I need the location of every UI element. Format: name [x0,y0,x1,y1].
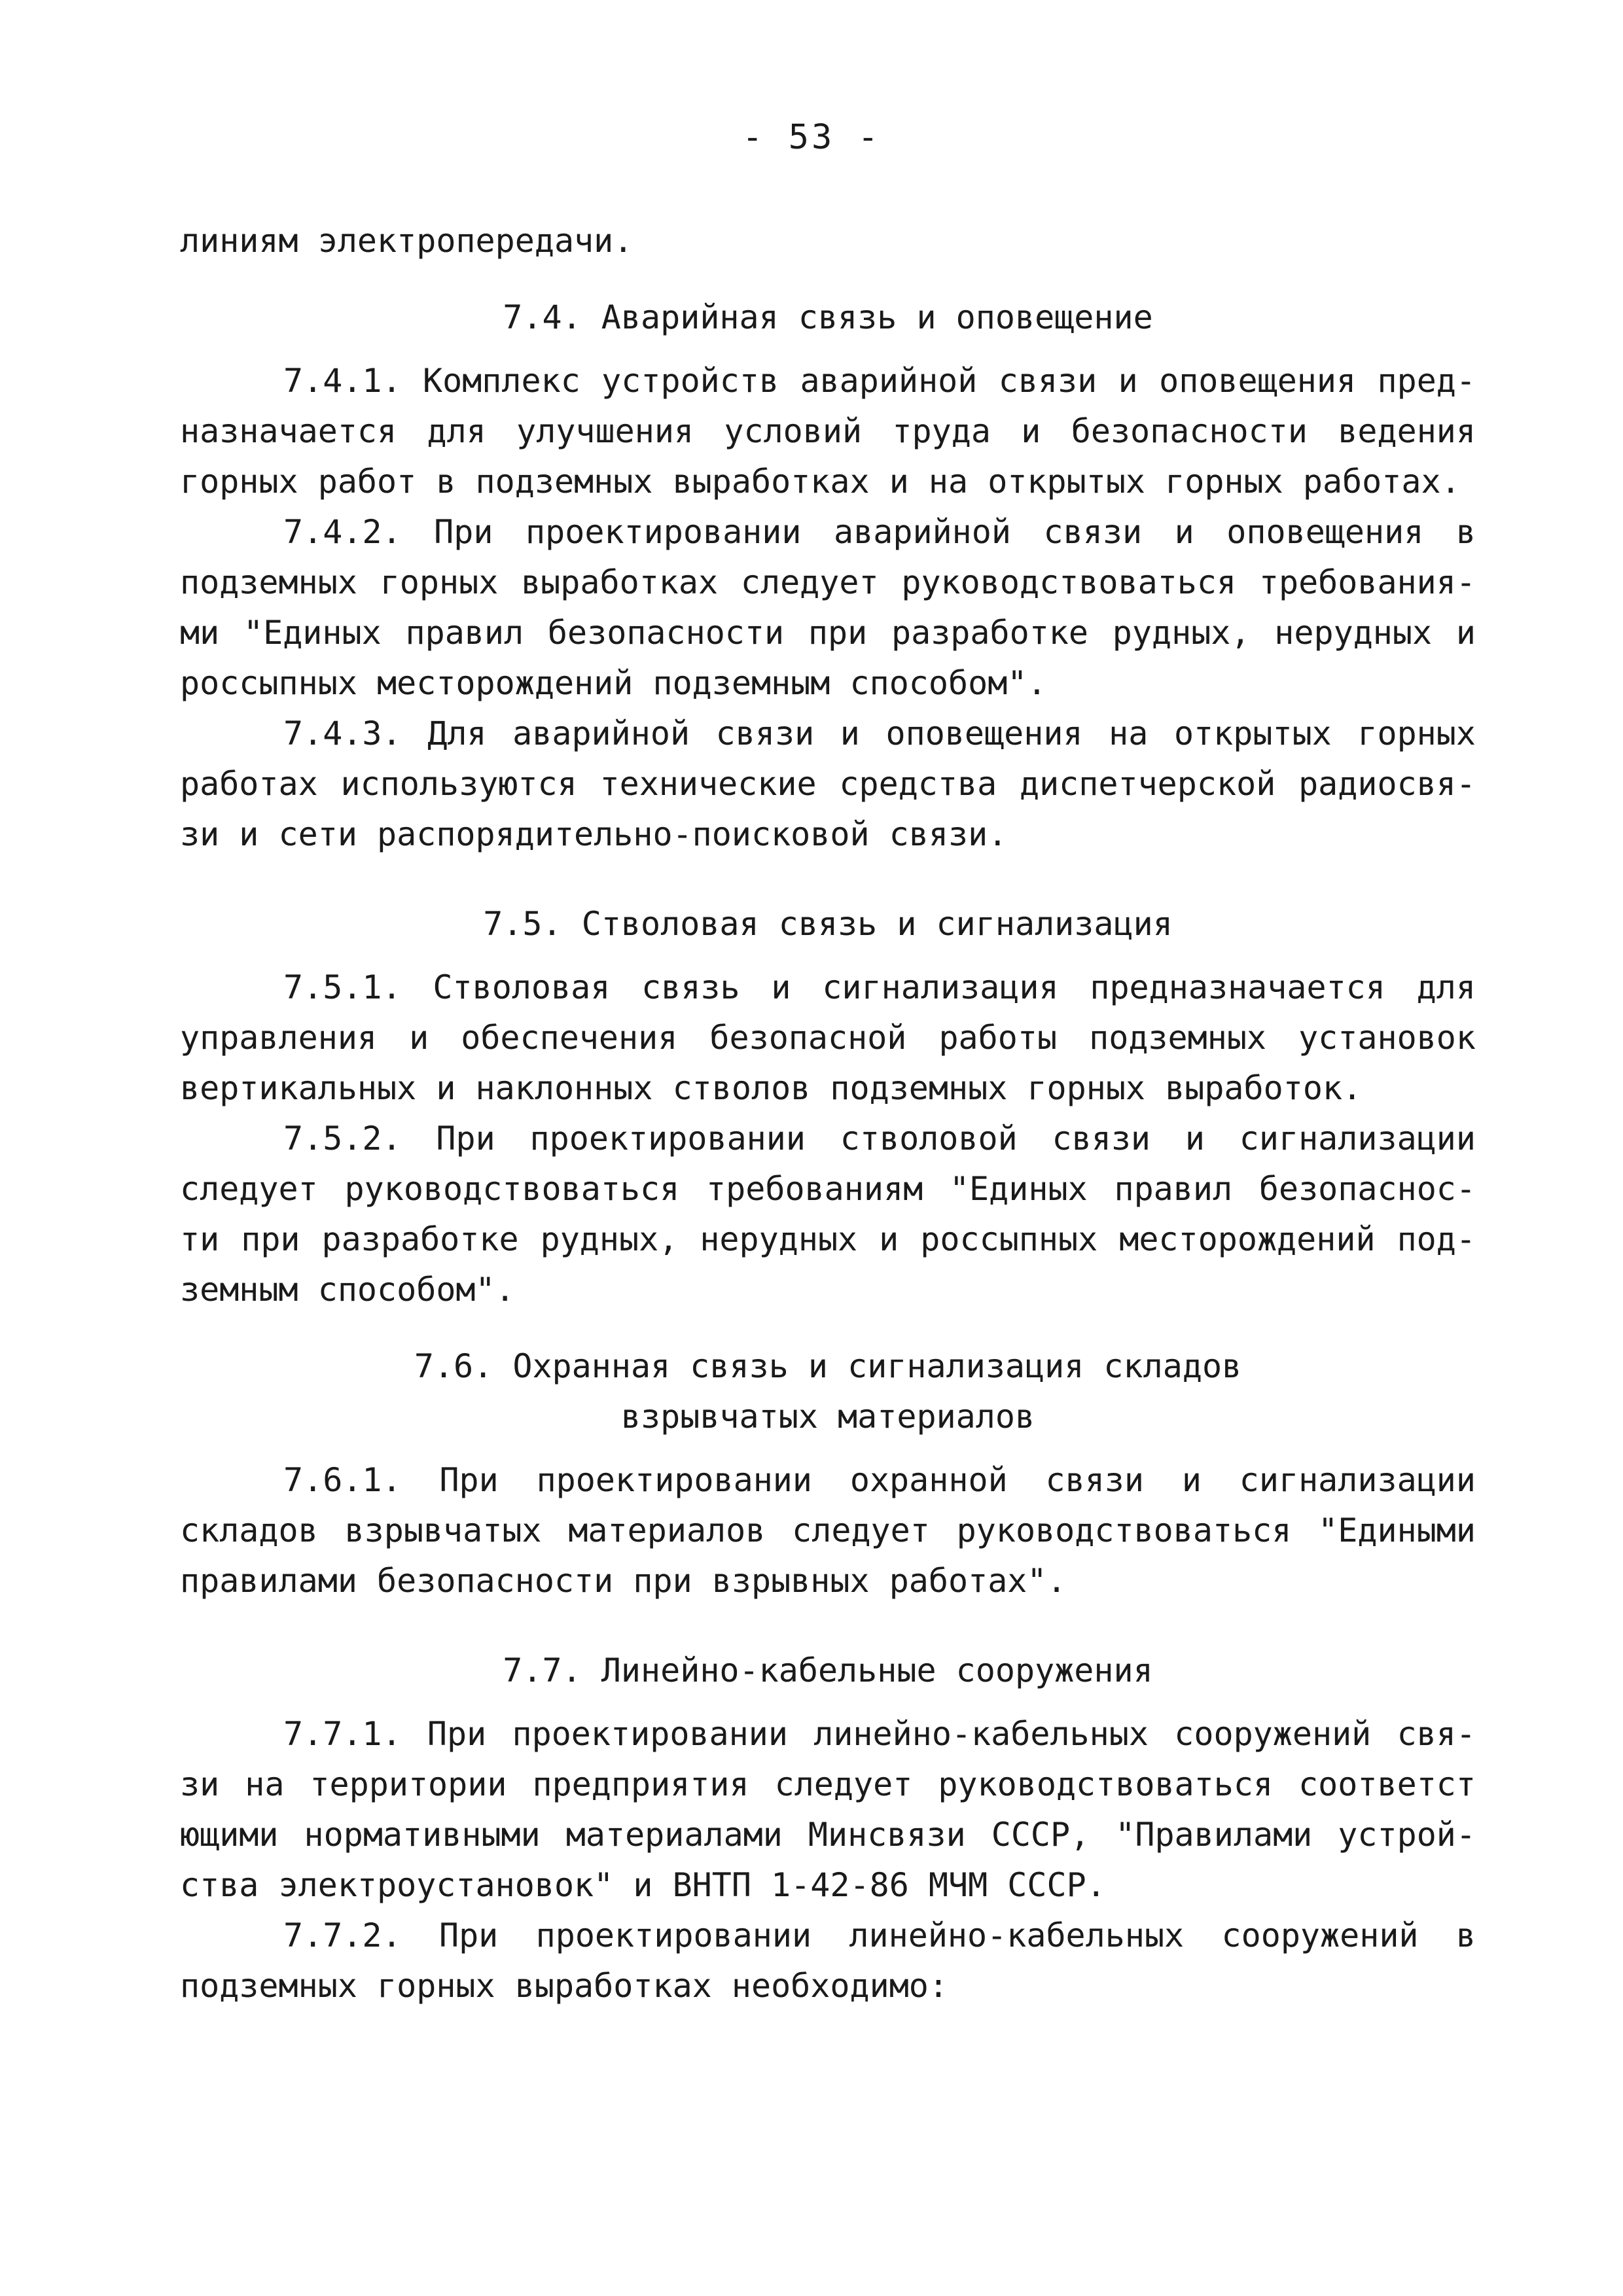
section-heading-7-5: 7.5. Стволовая связь и сигнализация [483,905,1173,943]
text-line: ти при разработке рудных, нерудных и россыпных месторождений под- [180,1220,1476,1258]
text-line: складов взрывчатых материалов следует руководствоваться "Едиными [180,1511,1476,1549]
text-line: подземных горных выработках необходимо: [180,1967,948,2005]
document-body [180,216,1476,2011]
text-line: ющими нормативными материалами Минсвязи СССР, "Правилами устрой- [180,1816,1476,1854]
section-heading-7-6-continued: взрывчатых материалов [620,1398,1035,1436]
text-line: вертикальных и наклонных стволов подземных горных выработок. [180,1069,1363,1107]
text-line: зи на территории предприятия следует руководствоваться соответст [180,1765,1476,1803]
section-heading-7-4: 7.4. Аварийная связь и оповещение [503,298,1153,336]
text-line: 7.7.2. При проектировании линейно-кабельных сооружений в [283,1916,1476,1954]
text-line: земным способом". [180,1271,515,1309]
section-heading-7-7: 7.7. Линейно-кабельные сооружения [503,1651,1153,1689]
text-line: 7.7.1. При проектировании линейно-кабельных сооружений свя- [283,1715,1476,1753]
text-line: 7.5.1. Стволовая связь и сигнализация предназначается для [283,968,1476,1006]
text-line: работах используются технические средства диспетчерской радиосвя- [180,765,1476,803]
text-line: 7.5.2. При проектировании стволовой связи и сигнализации [283,1120,1476,1157]
text-line: зи и сети распорядительно-поисковой связи. [180,815,1008,853]
text-line: подземных горных выработках следует руководствоваться требования- [180,563,1476,601]
page-number: - 53 - [742,118,881,157]
text-line: 7.4.2. При проектировании аварийной связи и оповещения в [283,513,1476,551]
section-heading-7-6: 7.6. Охранная связь и сигнализация складов [414,1347,1242,1385]
text-line: назначается для улучшения условий труда и безопасности ведения [180,412,1476,450]
text-line: ми "Единых правил безопасности при разработке рудных, нерудных и [180,614,1476,652]
text-line: 7.4.1. Комплекс устройств аварийной связи и оповещения пред- [283,362,1476,400]
text-line: линиям электропередачи. [180,222,633,260]
text-line: управления и обеспечения безопасной работы подземных установок [180,1019,1476,1057]
text-line: россыпных месторождений подземным способом". [180,664,1047,702]
text-line: 7.4.3. Для аварийной связи и оповещения на открытых горных [283,715,1476,752]
text-line: горных работ в подземных выработках и на открытых горных работах. [180,463,1461,501]
text-line: следует руководствоваться требованиям "Единых правил безопаснос- [180,1170,1476,1208]
text-line: правилами безопасности при взрывных работах". [180,1562,1067,1600]
text-line: 7.6.1. При проектировании охранной связи и сигнализации [283,1461,1476,1499]
text-line: ства электроустановок" и ВНТП 1-42-86 МЧМ СССР. [180,1866,1106,1904]
